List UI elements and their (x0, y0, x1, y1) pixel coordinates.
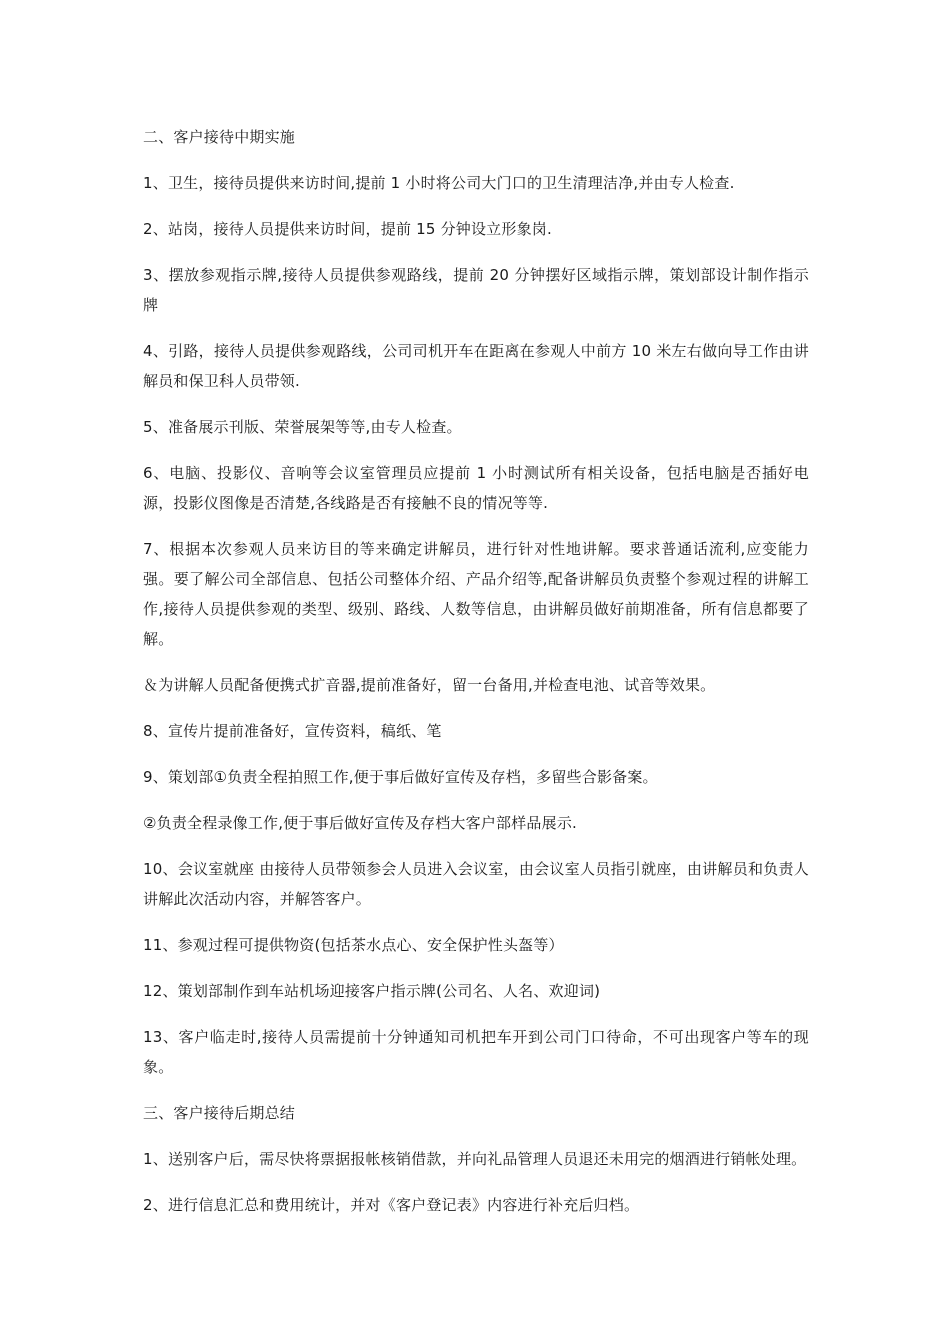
paragraph-hygiene: 1、卫生，接待员提供来访时间,提前 1 小时将公司大门口的卫生清理洁净,并由专人检查. (143, 174, 735, 192)
paragraph-guiding: 4、引路，接待人员提供参观路线，公司司机开车在距离在参观人中前方 10 米左右做向导工作由讲解员和保卫科人员带领. (143, 342, 809, 390)
section-heading-mid-stage: 二、客户接待中期实施 (143, 128, 296, 146)
paragraph-equipment-test: 6、电脑、投影仪、音响等会议室管理员应提前 1 小时测试所有相关设备，包括电脑是否插好电源，投影仪图像是否清楚,各线路是否有接触不良的情况等等. (143, 464, 809, 512)
paragraph-signage: 3、摆放参观指示牌,接待人员提供参观路线，提前 20 分钟摆好区域指示牌，策划部设计制作指示牌 (143, 266, 809, 314)
paragraph-guide-selection: 7、根据本次参观人员来访目的等来确定讲解员，进行针对性地讲解。要求普通话流利,应变能力强。要了解公司全部信息、包括公司整体介绍、产品介绍等,配备讲解员负责整个参观过程的讲解工作,接待人员提供参观的类型、级别、路线、人数等信息，由讲解员做好前期准备，所有信息都要了解。 (143, 540, 809, 648)
section-heading-post-stage: 三、客户接待后期总结 (143, 1104, 296, 1122)
paragraph-reimbursement: 1、送别客户后，需尽快将票据报帐核销借款，并向礼品管理人员退还未用完的烟酒进行销帐处理。 (143, 1150, 807, 1168)
paragraph-display-boards: 5、准备展示刊版、荣誉展架等等,由专人检查。 (143, 418, 462, 436)
paragraph-welcome-sign: 12、策划部制作到车站机场迎接客户指示牌(公司名、人名、欢迎词) (143, 982, 601, 1000)
paragraph-promo-materials: 8、宣传片提前准备好，宣传资料，稿纸、笔 (143, 722, 442, 740)
paragraph-guard-post: 2、站岗，接待人员提供来访时间，提前 15 分钟设立形象岗. (143, 220, 552, 238)
paragraph-video-recording: ②负责全程录像工作,便于事后做好宣传及存档大客户部样品展示. (143, 814, 577, 832)
document-body (143, 122, 809, 1236)
paragraph-amplifier: ＆为讲解人员配备便携式扩音器,提前准备好，留一台备用,并检查电池、试音等效果。 (143, 676, 716, 694)
paragraph-departure: 13、客户临走时,接待人员需提前十分钟通知司机把车开到公司门口待命，不可出现客户等车的现象。 (143, 1028, 809, 1076)
paragraph-supplies: 11、参观过程可提供物资(包括茶水点心、安全保护性头盔等） (143, 936, 564, 954)
paragraph-photography: 9、策划部①负责全程拍照工作,便于事后做好宣传及存档，多留些合影备案。 (143, 768, 658, 786)
paragraph-archiving: 2、进行信息汇总和费用统计，并对《客户登记表》内容进行补充后归档。 (143, 1196, 640, 1214)
paragraph-meeting-seating: 10、会议室就座 由接待人员带领参会人员进入会议室，由会议室人员指引就座，由讲解员和负责人讲解此次活动内容，并解答客户。 (143, 860, 809, 908)
